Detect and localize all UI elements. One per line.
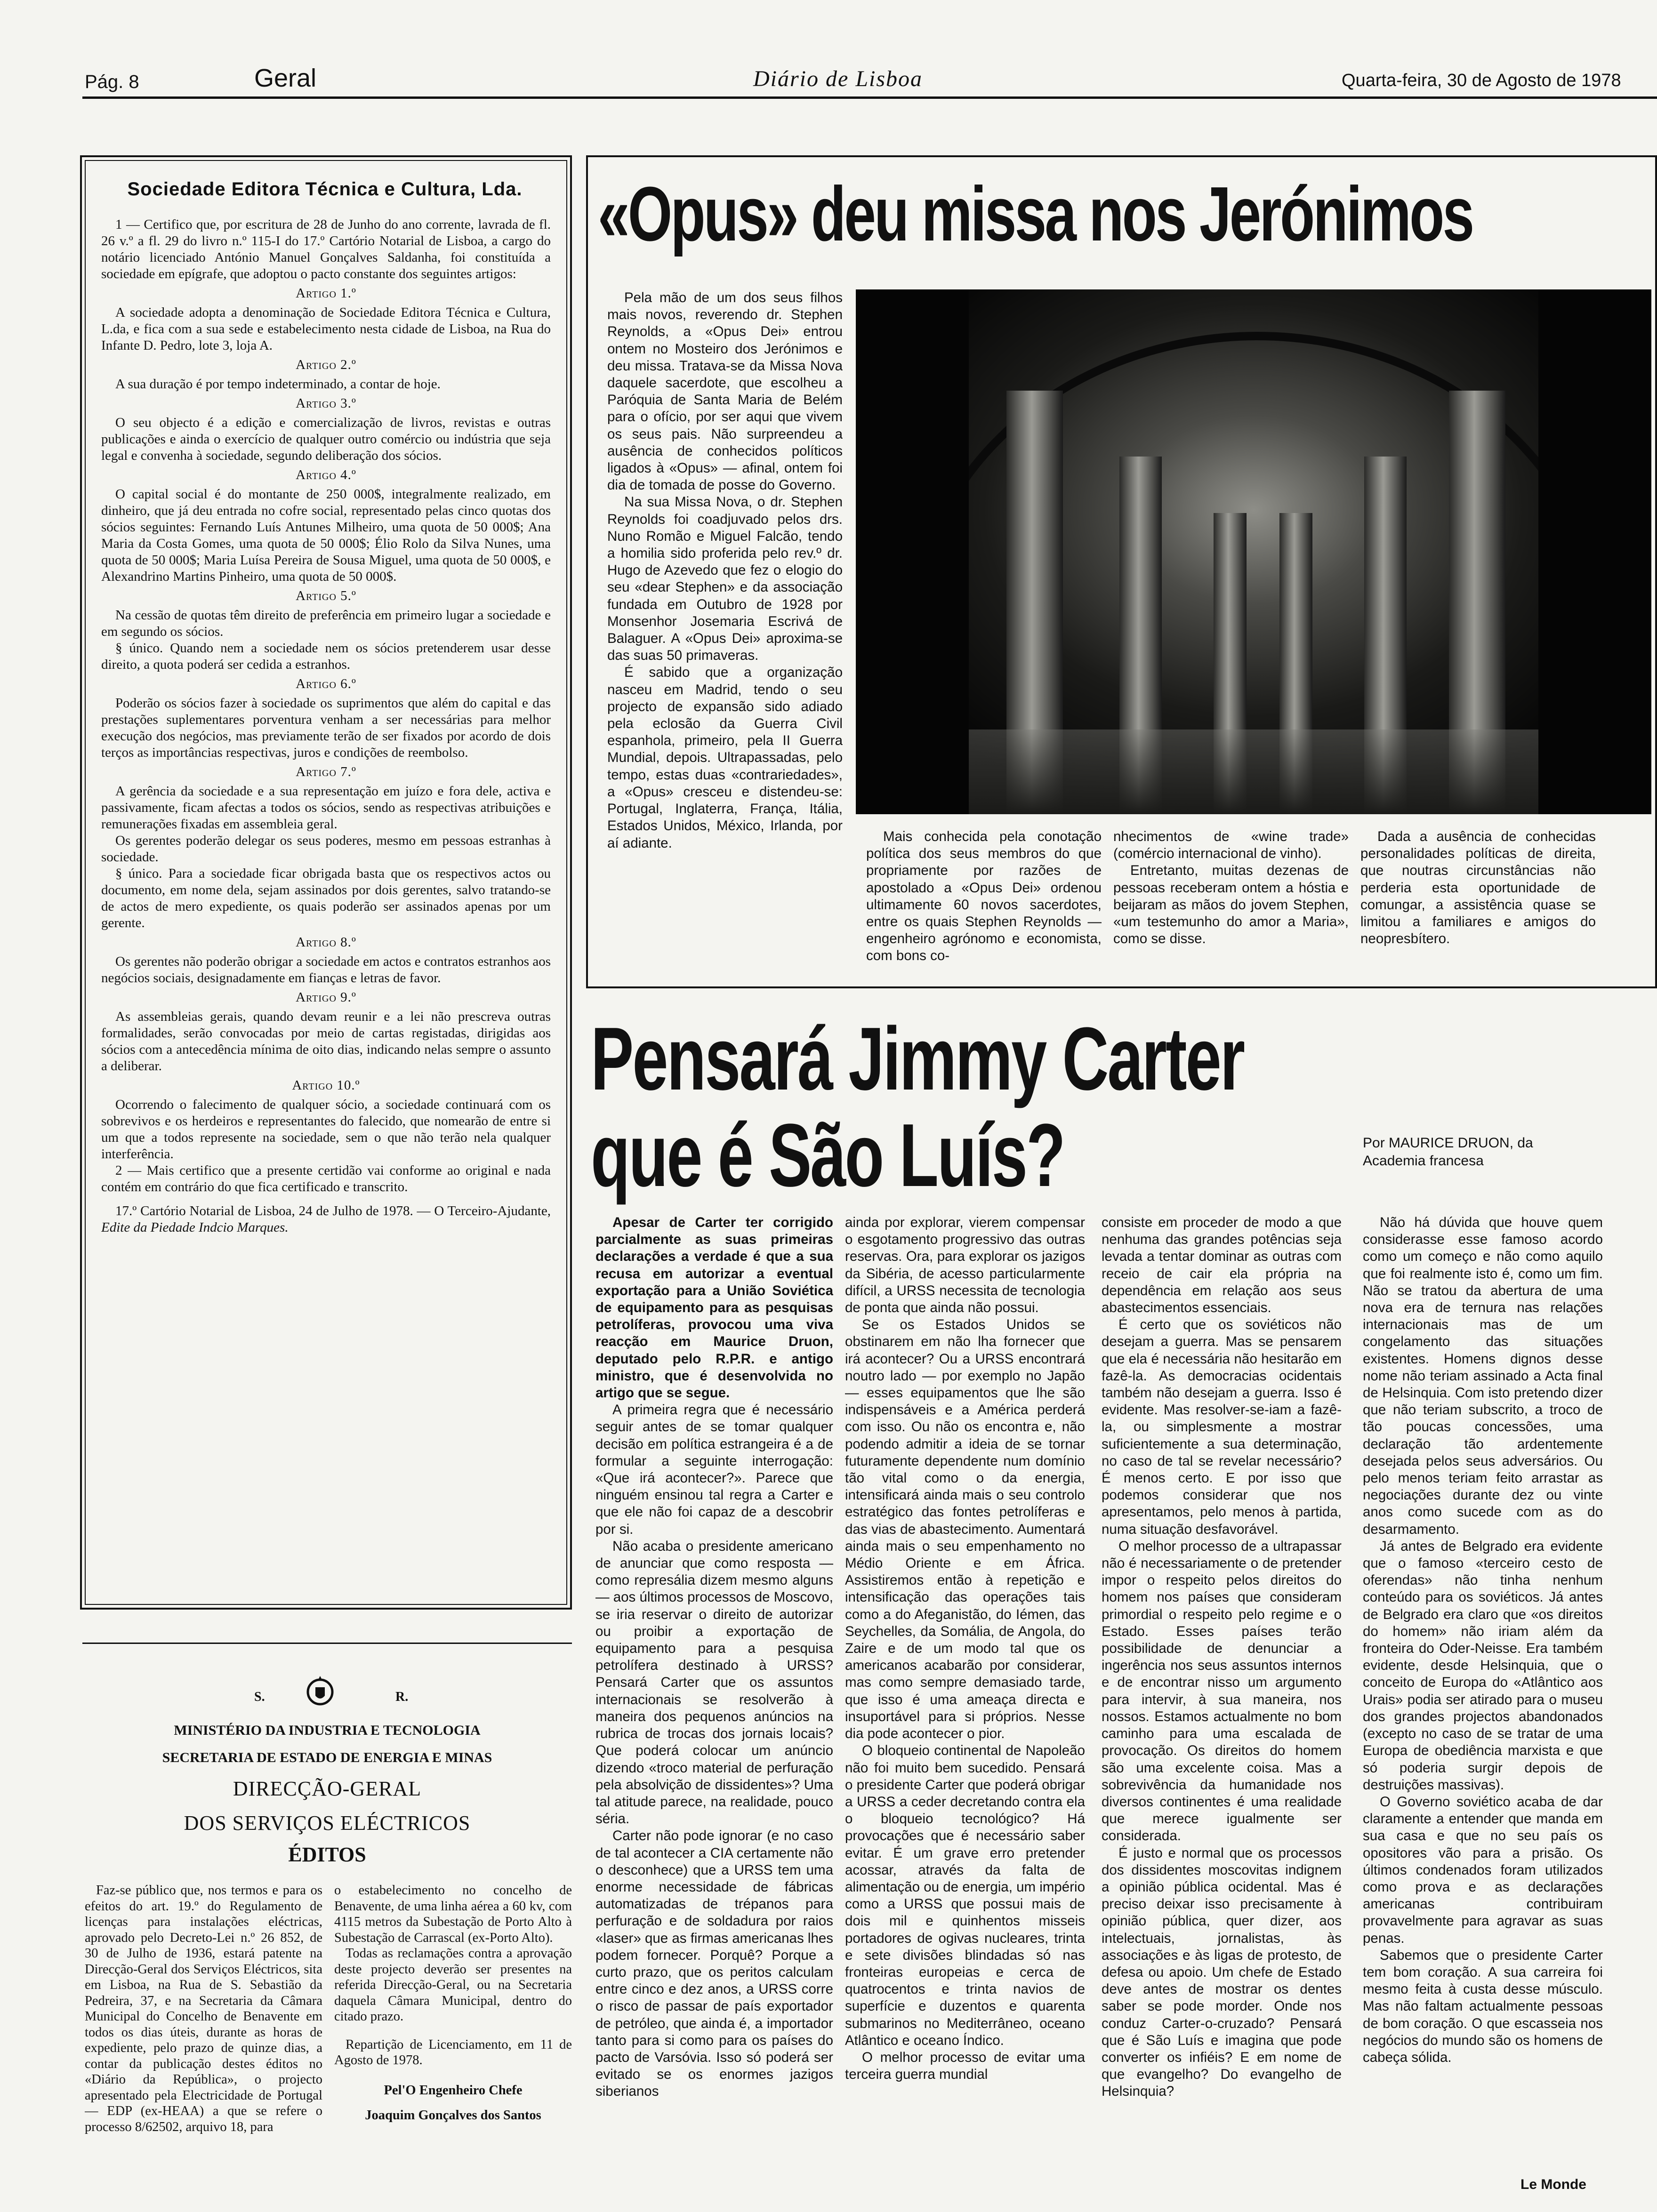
article-paragraph: § único. Para a sociedade ficar obrigada basta que os respectivos actos ou documento, em nome dela, sejam assinados por dois gerentes, salvo tratando-se de actos de mero expediente, os quais poderão ser assinados apenas por um gerente.	[101, 866, 551, 930]
article-heading: Artigo 2.º	[296, 357, 356, 372]
article-heading: Artigo 3.º	[296, 396, 356, 411]
article-paragraph: Na cessão de quotas têm direito de preferência em primeiro lugar a sociedade e em segundo os sócios.	[101, 608, 551, 639]
article-paragraph: A sociedade adopta a denominação de Sociedade Editora Técnica e Cultura, L.da, e fica com a sua sede e estabelecimento nesta cidade de Lisboa, na Rua do Infante D. Pedro, lote 3, loja A.	[101, 305, 551, 353]
services-heading: DOS SERVIÇOS ELÉCTRICOS	[184, 1811, 471, 1835]
carter-column-3: consiste em proceder de modo a que nenhuma das grandes potências seja levada a tentar dominar as outras com receio de cair ela própria na dependência em relação aos seus abastecimentos essenciais. É certo que os soviéticos não desejam a guerra. Mas se pensarem que ela é necessária não hesitarão em fazê-la. As democracias ocidentais também não desejam a guerra. Isso é evidente. Mas resolver-se-iam a fazê-la, ou simplesmente a mostrar suficientemente a sua determinação, no caso de tal se revelar necessário? É menos certo. E por isso que podemos considerar que nos apresentamos, pelo menos à partida, numa situação desfavorável. O melhor processo de a ultrapassar não é necessariamente o de pretender impor o respeito pelos direitos do homem nos países que consideram primordial o respeito pelo regime e o Estado. Esses países terão possibilidade de denunciar a ingerência nos seus assuntos internos e de encontrar nisso um argumento para intervir, à sua maneira, nos nossos. Estamos actualmente no bom caminho para uma escalada de provocação. Os direitos do homem são uma excelente coisa. Mas a sobrevivência da humanidade nos diversos continentes é uma realidade que merece igualmente ser considerada. É justo e normal que os processos dos dissidentes moscovitas indignem a opinião pública ocidental. Mas é preciso deixar isso precisamente à opinião pública, quer dizer, aos intelectuais, jornalistas, às associações e às ligas de protesto, de defesa ou apoio. Um chefe de Estado deve antes de mostrar os dentes saber se pode morder. Onde nos conduz Carter-o-cruzado? Pensará que é São Luís e imagina que pode converter os infiéis? E em nome de que evangelho? Do evangelho de Helsinquia?	[1102, 1215, 1342, 2100]
notary-text	[101, 216, 551, 1591]
secretariat-heading: SECRETARIA DE ESTADO DE ENERGIA E MINAS	[162, 1750, 492, 1765]
opus-headline: «Opus» deu missa nos Jerónimos	[598, 171, 1473, 257]
page-number: Pág. 8	[85, 72, 139, 92]
article-paragraph: Os gerentes não poderão obrigar a sociedade em actos e contratos estranhos aos negócios sociais, designadamente em fianças e letras de favor.	[101, 954, 551, 986]
article-heading: Artigo 1.º	[296, 286, 356, 301]
article-paragraph: As assembleias gerais, quando devam reunir e a lei não prescreva outras formalidades, serão convocadas por meio de cartas registadas, dirigidas aos sócios com a antecedência mínima de oito dias, indicando nelas sempre o assunto a deliberar.	[101, 1009, 551, 1074]
carter-headline-line2: que é São Luís?	[591, 1106, 1064, 1205]
newspaper-title: Diário de Lisboa	[753, 66, 923, 91]
ministry-heading: MINISTÉRIO DA INDUSTRIA E TECNOLOGIA	[174, 1723, 481, 1738]
carter-column-1: Apesar de Carter ter corrigido parcialmente as suas primeiras declarações a verdade é que a sua recusa em autorizar a eventual exportação para a União Soviética de equipamento para as pesquisas petrolíferas, provocou uma viva reacção em Maurice Druon, deputado pelo R.P.R. e antigo ministro, que é desenvolvida no artigo que se segue. A primeira regra que é necessário seguir antes de se tomar qualquer decisão em política estrangeira é a de formular a seguinte interrogação: «Que irá acontecer?». Parece que ninguém ensinou tal regra a Carter e que ele não foi capaz de a descobrir por si. Não acaba o presidente americano de anunciar que como resposta — como represália dizem mesmo alguns — aos últimos processos de Moscovo, se iria reservar o direito de autorizar ou proibir a exportação de equipamento para a pesquisa petrolífera destinado à URSS? Pensará Carter que os assuntos internacionais se resolverão à maneira dos pequenos anúncios na rubrica de trocas dos jornais locais? Que poderá colocar um anúncio dizendo «troco material de perfuração pela absolvição de dissidentes»? Uma tal atitude parece, na realidade, pouco séria. Carter não pode ignorar (e no caso de tal acontecer a CIA certamente não o desconhece) que a URSS tem uma enorme necessidade de fábricas automatizadas de trépanos para perfuração e de soldadura por raios «laser» que as firmas americanas lhes podem fornecer. Porquê? Porque a curto prazo, que os peritos calculam entre cinco e dez anos, a URSS corre o risco de passar de país exportador de petróleo, que ainda é, a importador tanto para si como para os países do pacto de Varsóvia. Isso só poderá ser evitado se os enormes jazigos siberianos	[595, 1215, 833, 2100]
edital-left-column: Faz-se público que, nos termos e para os efeitos do art. 19.º do Regulamento de licenças para instalações eléctricas, aprovado pelo Decreto-Lei n.º 26 852, de 30 de Julho de 1936, estará patente na Direcção-Geral dos Serviços Eléctricos, sita em Lisboa, na Rua de S. Sebastião da Pedreira, 37, e na Secretaria da Câmara Municipal do Concelho de Benavente em todos os dias úteis, durante as horas de expediente, pelo prazo de quinze dias, a contar da publicação destes éditos no «Diário da República», o projecto apresentado pela Electricidade de Portugal — EDP (ex-HEAA) a que se refere o processo 8/62502, arquivo 18, para	[85, 1883, 322, 2134]
article-heading: Artigo 7.º	[296, 764, 356, 779]
jeronimos-photo	[856, 289, 1651, 814]
article-paragraph: Ocorrendo o falecimento de qualquer sócio, a sociedade continuará com os sobrevivos e os herdeiros e representantes do falecido, que nomearão de entre si um que a todos represente na sociedade, sem o que não terão nela qualquer interferência.	[101, 1097, 551, 1162]
article-paragraph: 2 — Mais certifico que a presente certidão vai conforme ao original e nada contém em contrário do que fica certificado e transcrito.	[101, 1163, 551, 1194]
article-paragraph: A sua duração é por tempo indeterminado, a contar de hoje.	[115, 377, 441, 392]
article-paragraph: O capital social é do montante de 250 000$, integralmente realizado, em dinheiro, que já deu entrada no cofre social, representado pelas cinco quotas dos sócios seguintes: Fernando Luís Antunes Milheiro, uma quota de 50 000$; Ana Maria da Costa Gomes, uma quota de 50 000$; Élio Rolo da Silva Nunes, uma quota de 50 000$; Maria Luísa Pereira de Sousa Miguel, uma quota de 50 000$, e Alexandrino Martins Pinheiro, uma quota de 50 000$.	[101, 487, 551, 584]
article-heading: Artigo 4.º	[296, 467, 356, 482]
edital-s: S.	[254, 1690, 265, 1704]
edital-chief-title: Pel'O Engenheiro Chefe	[384, 2083, 523, 2098]
edital-signature: Joaquim Gonçalves dos Santos	[365, 2108, 541, 2123]
opus-column-4: Dada a ausência de conhecidas personalidades políticas de direita, que noutras circunstâncias não perderia esta oportunidade de comungar, a assistência quase se limitou a familiares e amigos do neopresbítero.	[1360, 829, 1596, 947]
article-source: Le Monde	[1520, 2177, 1586, 2192]
carter-column-4: Não há dúvida que houve quem considerasse esse famoso acordo como um começo e não como aquilo que foi realmente isto é, como um fim. Não se tratou da abertura de uma nova era de ternura nas relações internacionais mas de um congelamento das situações existentes. Homens dignos desse nome não teriam assinado a Acta final de Helsinquia. Com isto pretendo dizer que não teriam subscrito, a troco de tão poucas concessões, uma declaração tão ardentemente desejada pelos seus adversários. Ou pelo menos teriam feito arrastar as negociações durante dez ou vinte anos como sucede com as do desarmamento. Já antes de Belgrado era evidente que o famoso «terceiro cesto de oferendas» não tinha nenhum conteúdo para os soviéticos. Já antes de Belgrado era claro que «os direitos do homem» não iriam além da fronteira do Oder-Neisse. Era também evidente, desde Helsinquia, que o conceito de Europa do «Atlântico aos Urais» podia ser atirado para o museu dos grandes projectos abandonados (excepto no caso de se tratar de uma Europa de obediência marxista e que só poderia surgir depois de destruições massivas). O Governo soviético acaba de dar claramente a entender que manda em sua casa e que no seu país os opositores vão para a prisão. Os últimos condenados foram utilizados como prova e as declarações americanas contribuiram provavelmente para agravar as suas penas. Sabemos que o presidente Carter tem bom coração. A sua carreira foi mesmo feita à custa desse músculo. Mas não faltam actualmente pessoas de bom coração. O que escasseia nos negócios do mundo são os homens de cabeça sólida.	[1363, 1215, 1603, 2065]
carter-headline-line1: Pensará Jimmy Carter	[591, 1009, 1244, 1109]
edital-r: R.	[395, 1690, 409, 1704]
editos-heading: ÉDITOS	[288, 1843, 366, 1866]
article-paragraph: O seu objecto é a edição e comercialização de livros, revistas e outras publicações e ainda o exercício de qualquer outro comércio ou indústria que seja legal e convenha à sociedade, segundo deliberação dos sócios.	[101, 415, 551, 463]
edital-top-rule	[82, 1643, 572, 1644]
article-heading: Artigo 10.º	[292, 1078, 360, 1093]
coat-of-arms-icon	[306, 1673, 334, 1711]
notary-signer: Edite da Piedade Indcio Marques.	[101, 1220, 289, 1235]
article-heading: Artigo 8.º	[296, 935, 356, 950]
directorate-heading: DIRECÇÃO-GERAL	[233, 1777, 422, 1800]
article-heading: Artigo 6.º	[296, 676, 356, 691]
notary-company-heading: Sociedade Editora Técnica e Cultura, Lda.	[127, 179, 523, 200]
issue-date: Quarta-feira, 30 de Agosto de 1978	[1342, 71, 1621, 90]
edital-right-column: o estabelecimento no concelho de Benavente, de uma linha aérea a 60 kv, com 4115 metros da Subestação de Porto Alto à Subestação de Carrascal (ex-Porto Alto). Todas as reclamações contra a aprovação deste projecto deverão ser presentes na referida Direcção-Geral, ou na Secretaria daquela Câmara Municipal, dentro do citado prazo. Repartição de Licenciamento, em 11 de Agosto de 1978. Pel'O Engenheiro Chefe Joaquim Gonçalves dos Santos	[334, 1883, 572, 2123]
opus-column-2: Mais conhecida pela conotação política dos seus membros do que propriamente por razões de apostolado a «Opus Dei» ordenou ultimamente 60 novos sacerdotes, entre os quais Stephen Reynolds — engenheiro agrónomo e economista, com bons co-	[866, 829, 1102, 964]
article-paragraph: Poderão os sócios fazer à sociedade os suprimentos que além do capital e das prestações suplementares porventura venham a ser necessárias para melhor execução dos negócios, mas previamente terão de ser fixados por acordo de dois terços as importâncias respectivas, juros e condições de reembolso.	[101, 696, 551, 760]
opus-column-3: nhecimentos de «wine trade» (comércio internacional de vinho). Entretanto, muitas dezenas de pessoas receberam ontem a hóstia e beijaram as mãos do jovem Stephen, «um testemunho do amor a Maria», como se disse.	[1113, 829, 1349, 947]
article-paragraph: A gerência da sociedade e a sua representação em juízo e fora dele, activa e passivamente, ficam afectas a todos os sócios, sendo as respectivas atribuições e remunerações fixadas em assembleia geral.	[101, 784, 551, 832]
notary-intro: 1 — Certifico que, por escritura de 28 de Junho do ano corrente, lavrada de fl. 26 v.º a fl. 29 do livro n.º 115-I do 17.º Cartório Notarial de Lisboa, a cargo do notário licenciado António Manuel Gonçalves Saldanha, foi constituída a sociedade em epígrafe, que adoptou o pacto constante dos seguintes artigos:	[101, 217, 551, 281]
article-paragraph: Os gerentes poderão delegar os seus poderes, mesmo em pessoas estranhas à sociedade.	[101, 833, 551, 865]
notary-closing: 17.º Cartório Notarial de Lisboa, 24 de Julho de 1978. — O Terceiro-Ajudante, Edite da Piedade Indcio Marques.	[101, 1203, 551, 1235]
section-label: Geral	[254, 64, 317, 92]
masthead-rule	[82, 96, 1657, 99]
article-heading: Artigo 5.º	[296, 588, 356, 603]
opus-column-1: Pela mão de um dos seus filhos mais novos, reverendo dr. Stephen Reynolds, a «Opus Dei» entrou ontem no Mosteiro dos Jerónimos e deu missa. Tratava-se da Missa Nova daquele sacerdote, que escolheu a Paróquia de Santa Maria de Belém para o ofício, por ser aqui que vivem os seus pais. Não surpreendeu a ausência de conhecidos políticos ligados à «Opus» — afinal, ontem foi dia de tomada de posse do Governo. Na sua Missa Nova, o dr. Stephen Reynolds foi coadjuvado pelos drs. Nuno Romão e Miguel Falcão, tendo a homilia sido proferida pelo rev.º dr. Hugo de Azevedo que fez o elogio do seu «dear Stephen» e da associação fundada em Outubro de 1928 por Monsenhor Josemaria Escrivá de Balaguer. A «Opus Dei» aproxima-se das suas 50 primaveras. É sabido que a organização nasceu em Madrid, tendo o seu projecto de expansão sido adiado pela eclosão da Guerra Civil espanhola, primeiro, pela II Guerra Mundial, depois. Ultrapassadas, pelo tempo, estas duas «contrariedades», a «Opus» cresceu e distendeu-se: Portugal, Inglaterra, França, Itália, Estados Unidos, México, Irlanda, por aí adiante.	[607, 290, 843, 851]
article-paragraph: § único. Quando nem a sociedade nem os sócios pretenderem usar desse direito, a quota poderá ser cedida a estranhos.	[101, 641, 551, 672]
carter-lead: Apesar de Carter ter corrigido parcialmente as suas primeiras declarações a verdade é que a sua recusa em autorizar a eventual exportação para a União Soviética de equipamento para as pesquisas petrolíferas, provocou uma viva reacção em Maurice Druon, deputado pelo R.P.R. e antigo ministro, que é desenvolvida no artigo que se segue.	[595, 1215, 833, 1401]
carter-byline: Por MAURICE DRUON, da Academia francesa	[1363, 1135, 1533, 1169]
carter-column-2: ainda por explorar, vierem compensar o esgotamento progressivo das outras reservas. Ora, para explorar os jazigos da Sibéria, de acesso particularmente difícil, a URSS necessita de tecnologia de ponta que ainda não possui. Se os Estados Unidos se obstinarem em não lha fornecer que irá acontecer? Ou a URSS encontrará noutro lado — por exemplo no Japão — esses equipamentos que lhe são indispensáveis e a América perderá com isso. Ou não os encontra e, não podendo admitir a ideia de se tornar futuramente dependente num domínio tão vital como o da energia, intensificará ainda mais o seu controlo estratégico das fontes petrolíferas e das vias de abastecimento. Aumentará ainda mais o seu empenhamento no Médio Oriente e em África. Assistiremos então à repetição e intensificação das operações tais como a do Afeganistão, do Iémen, das Seychelles, da Somália, de Angola, do Zaire e de um modo tal que os americanos acabarão por considerar, mas como sempre demasiado tarde, que isso é uma ameaça directa e insuportável para si próprios. Nesse dia pode acontecer o pior. O bloqueio continental de Napoleão não foi muito bem sucedido. Pensará o presidente Carter que poderá obrigar a URSS a ceder decretando contra ela o bloqueio tecnológico? Há provocações que é necessário saber evitar. É um grave erro pretender acossar, através da falta de alimentação ou de energia, um império como a URSS que possui mais de dois mil e quinhentos misseis portadores de ogivas nucleares, trinta e sete divisões blindadas só nas fronteiras europeias e cerca de quatrocentos e trinta navios de superfície e duzentos e quarenta submarinos no Mediterrâneo, oceano Atlântico e oceano Índico. O melhor processo de evitar uma terceira guerra mundial	[845, 1215, 1085, 2083]
article-heading: Artigo 9.º	[296, 990, 356, 1005]
